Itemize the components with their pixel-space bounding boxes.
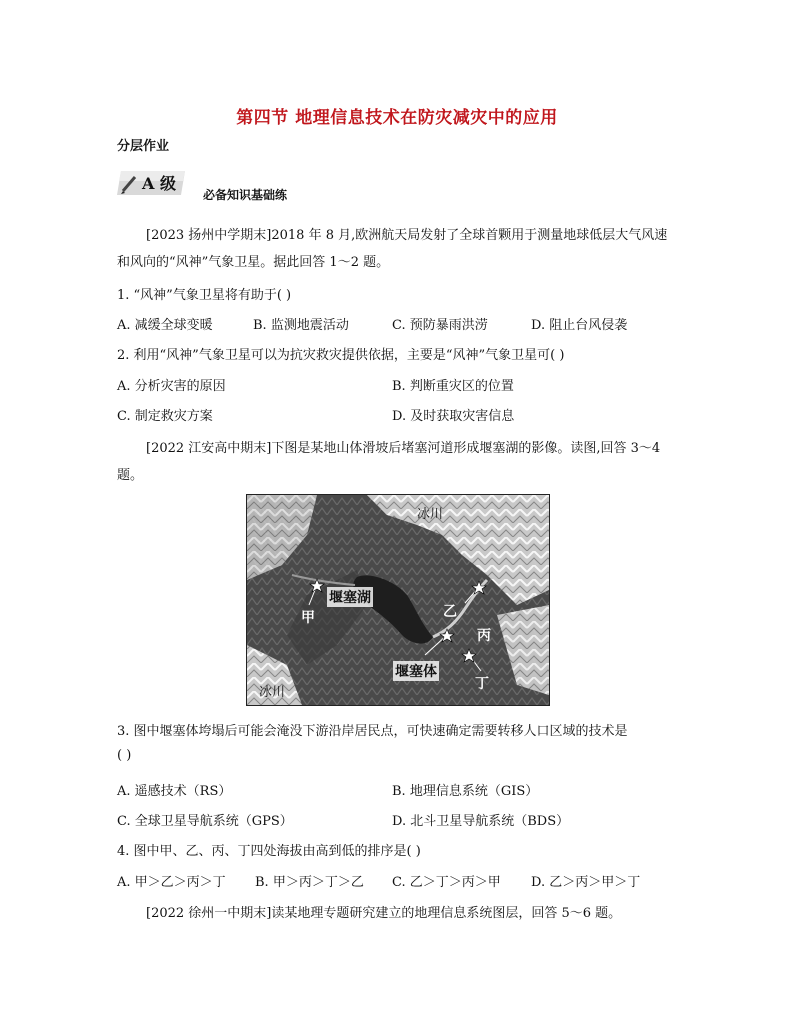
question-2-stem: 2. 利用“风神”气象卫星可以为抗灾救灾提供依据，主要是“风神”气象卫星可( ) <box>117 348 565 363</box>
question-3-option-d: D. 北斗卫星导航系统（BDS） <box>392 814 570 829</box>
question-2-option-c: C. 制定救灾方案 <box>117 409 213 424</box>
label-glacier-bottom: 冰川 <box>259 685 286 700</box>
question-3-option-c: C. 全球卫星导航系统（GPS） <box>117 814 293 829</box>
section-heading: 分层作业 <box>117 139 170 154</box>
label-yi: 乙 <box>443 604 457 620</box>
question-4-stem: 4. 图中甲、乙、丙、丁四处海拔由高到低的排序是( ) <box>117 844 421 859</box>
label-jia: 甲 <box>301 610 315 626</box>
question-3-option-a: A. 遥感技术（RS） <box>117 784 232 799</box>
level-label: 必备知识基础练 <box>203 188 288 202</box>
question-4-option-c: C. 乙＞丁＞丙＞甲 <box>392 875 501 890</box>
question-4-option-d: D. 乙＞丙＞甲＞丁 <box>531 875 641 890</box>
intro-3: [2022 徐州一中期末]读某地理专题研究建立的地理信息系统图层，回答 5～6 题。 <box>146 906 622 921</box>
question-1-option-a: A. 减缓全球变暖 <box>117 318 213 333</box>
question-1-option-d: D. 阻止台风侵袭 <box>531 318 628 333</box>
label-dam: 堰塞体 <box>393 661 439 681</box>
satellite-image <box>246 494 550 706</box>
question-1-option-c: C. 预防暴雨洪涝 <box>392 318 488 333</box>
label-lake: 堰塞湖 <box>327 587 373 607</box>
question-2-option-d: D. 及时获取灾害信息 <box>392 409 515 424</box>
intro-1-line-2: 和风向的“风神”气象卫星。据此回答 1～2 题。 <box>117 255 390 270</box>
question-1-stem: 1. “风神”气象卫星将有助于( ) <box>117 288 292 303</box>
level-badge-text: A 级 <box>142 174 176 193</box>
question-4-option-b: B. 甲＞丙＞丁＞乙 <box>255 875 364 890</box>
question-2-option-a: A. 分析灾害的原因 <box>117 379 226 394</box>
level-badge <box>117 167 187 197</box>
question-3-stem: 3. 图中堰塞体垮塌后可能会淹没下游沿岸居民点，可快速确定需要转移人口区域的技术是 <box>117 724 628 739</box>
question-3-option-b: B. 地理信息系统（GIS） <box>392 784 539 799</box>
question-2-option-b: B. 判断重灾区的位置 <box>392 379 514 394</box>
label-bing: 丙 <box>477 628 491 644</box>
page-title: 第四节 地理信息技术在防灾减灾中的应用 <box>236 108 558 128</box>
label-ding: 丁 <box>475 676 489 692</box>
question-4-option-a: A. 甲＞乙＞丙＞丁 <box>117 875 226 890</box>
label-glacier-top: 冰川 <box>417 507 444 522</box>
intro-2-line-2: 题。 <box>117 468 144 483</box>
intro-2-line-1: [2022 江安高中期末]下图是某地山体滑坡后堵塞河道形成堰塞湖的影像。读图,回答 3～4 <box>146 441 661 456</box>
intro-1-line-1: [2023 扬州中学期末]2018 年 8 月,欧洲航天局发射了全球首颗用于测量地球低层大气风速 <box>146 228 668 243</box>
question-1-option-b: B. 监测地震活动 <box>253 318 349 333</box>
question-3-stem-paren: ( ) <box>117 748 132 763</box>
